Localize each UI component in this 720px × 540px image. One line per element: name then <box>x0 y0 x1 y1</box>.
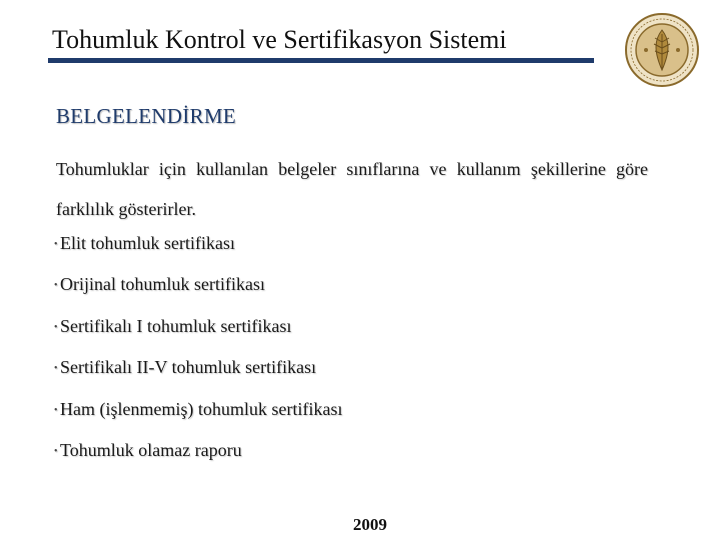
intro-paragraph: Tohumluklar için kullanılan belgeler sınıflarına ve kullanım şekillerine göre farklılık gösterirler. <box>56 159 648 219</box>
section-heading: BELGELENDİRME <box>56 104 237 128</box>
list-item <box>54 433 342 474</box>
seed-certification-seal-icon <box>624 12 700 88</box>
list-item <box>54 309 342 350</box>
bullet-icon: • <box>54 404 58 416</box>
bullet-icon: • <box>54 321 58 333</box>
list-item-text: Tohumluk olamaz raporu <box>60 439 242 460</box>
list-item <box>54 226 342 267</box>
list-item-text: Orijinal tohumluk sertifikası <box>60 274 265 295</box>
list-item-text: Ham (işlenmemiş) tohumluk sertifikası <box>60 398 343 419</box>
page-title: Tohumluk Kontrol ve Sertifikasyon Sistemi <box>52 25 507 54</box>
list-item-text: Elit tohumluk sertifikası <box>60 233 235 253</box>
bullet-icon: • <box>54 445 58 457</box>
list-item <box>54 267 342 308</box>
footer-year: 2009 <box>353 515 387 534</box>
title-underline <box>48 58 594 63</box>
bullet-icon: • <box>54 363 58 375</box>
bullet-icon: • <box>54 239 58 250</box>
list-item <box>54 350 342 391</box>
list-item-text: Sertifikalı I tohumluk sertifikası <box>60 315 292 336</box>
list-item <box>54 392 342 433</box>
list-item-text: Sertifikalı II-V tohumluk sertifikası <box>60 357 317 378</box>
certificate-list <box>54 226 342 474</box>
bullet-icon: • <box>54 280 58 292</box>
